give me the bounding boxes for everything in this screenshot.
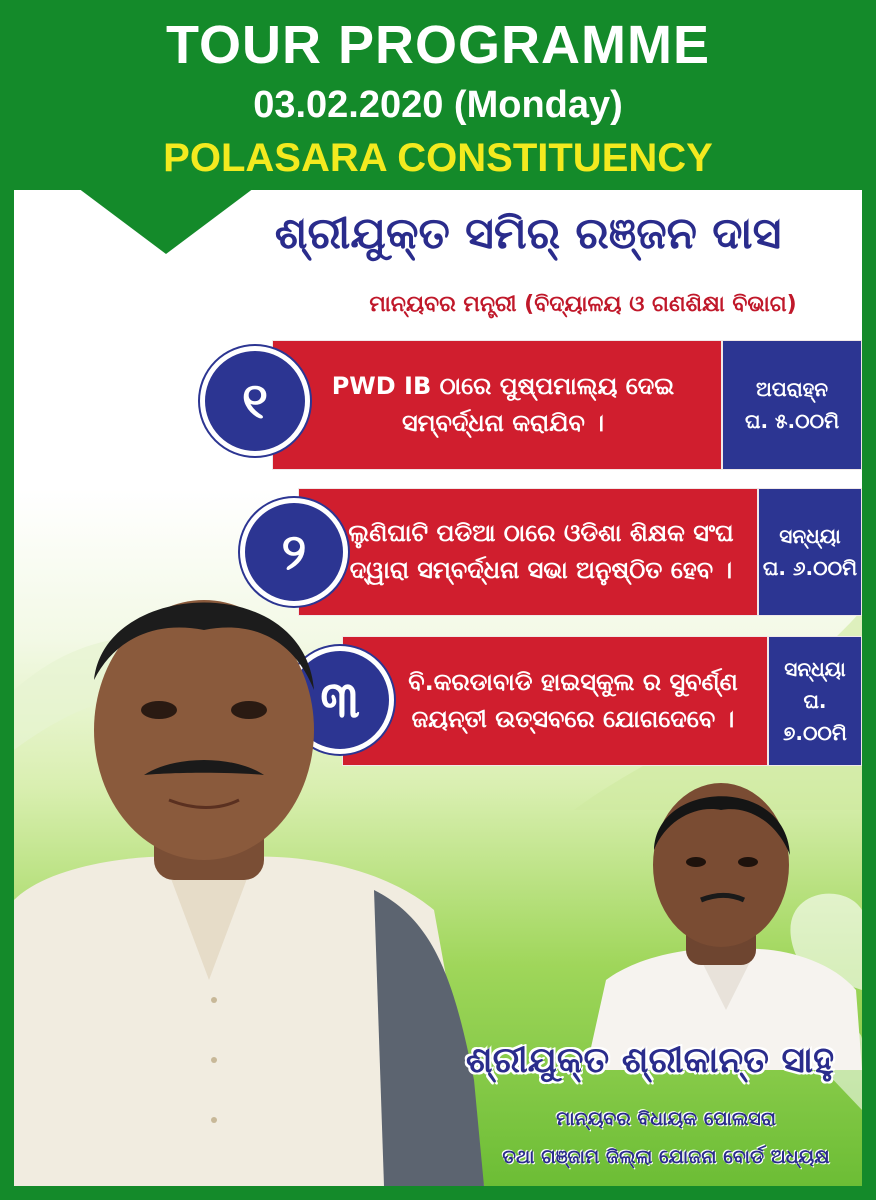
page-title: TOUR PROGRAMME (165, 15, 710, 75)
item-number-badge: ୨ (240, 498, 348, 606)
item-number-badge: ୩ (286, 646, 394, 754)
event-time-box (758, 488, 862, 616)
item-number-badge: ୧ (200, 346, 310, 456)
time-value: ଘ. ୭.୦୦ମି (783, 689, 847, 745)
event-description: ବି.କରଡାବାଡି ହାଇସ୍କୁଲ ର ସୁବର୍ଣ୍ଣ ଜୟନ୍ତୀ ଉତ୍ସବରେ ଯୋଗଦେବେ । (342, 636, 768, 766)
mla-title-line-1: ମାନ୍ୟବର ବିଧାୟକ ପୋଲସରା (556, 1108, 776, 1130)
minister-name: ଶ୍ରୀଯୁକ୍ତ ସମିର୍ ରଞ୍ଜନ ଦାସ (274, 208, 782, 259)
minister-title: ମାନ୍ୟବର ମନ୍ତ୍ରୀ (ବିଦ୍ୟାଳୟ ଓ ଗଣଶିକ୍ଷା ବିଭାଗ) (369, 292, 797, 317)
time-value: ଘ. ୫.୦୦ମି (744, 409, 840, 433)
event-time-box (768, 636, 862, 766)
time-label: ସନ୍ଧ୍ୟା (779, 524, 841, 548)
time-label: ଅପରାହ୍ନ (755, 377, 829, 401)
mla-title-line-2: ତଥା ଗଞ୍ଜାମ ଜିଲ୍ଲା ଯୋଜନା ବୋର୍ଡ ଅଧ୍ୟକ୍ଷ (502, 1146, 830, 1168)
mla-photo (586, 770, 862, 1070)
time-label: ସନ୍ଧ୍ୟା (784, 657, 846, 681)
mla-name: ଶ୍ରୀଯୁକ୍ତ ଶ୍ରୀକାନ୍ତ ସାହୁ (465, 1040, 835, 1081)
event-time-box (722, 340, 862, 470)
time-value: ଘ. ୬.୦୦ମି (762, 556, 858, 580)
event-description: PWD IB ଠାରେ ପୁଷ୍ପମାଲ୍ୟ ଦେଇ ସମ୍ବର୍ଦ୍ଧନା କରାଯିବ । (272, 340, 722, 470)
program-date: 03.02.2020 (Monday) (253, 84, 623, 126)
event-description: ଲୁଣିଘାଟି ପଡିଆ ଠାରେ ଓଡିଶା ଶିକ୍ଷକ ସଂଘ ଦ୍ୱାରା ସମ୍ବର୍ଦ୍ଧନା ସଭା ଅନୁଷ୍ଠିତ ହେବ । (298, 488, 758, 616)
minister-photo (14, 560, 484, 1186)
constituency-name: POLASARA CONSTITUENCY (163, 136, 713, 180)
